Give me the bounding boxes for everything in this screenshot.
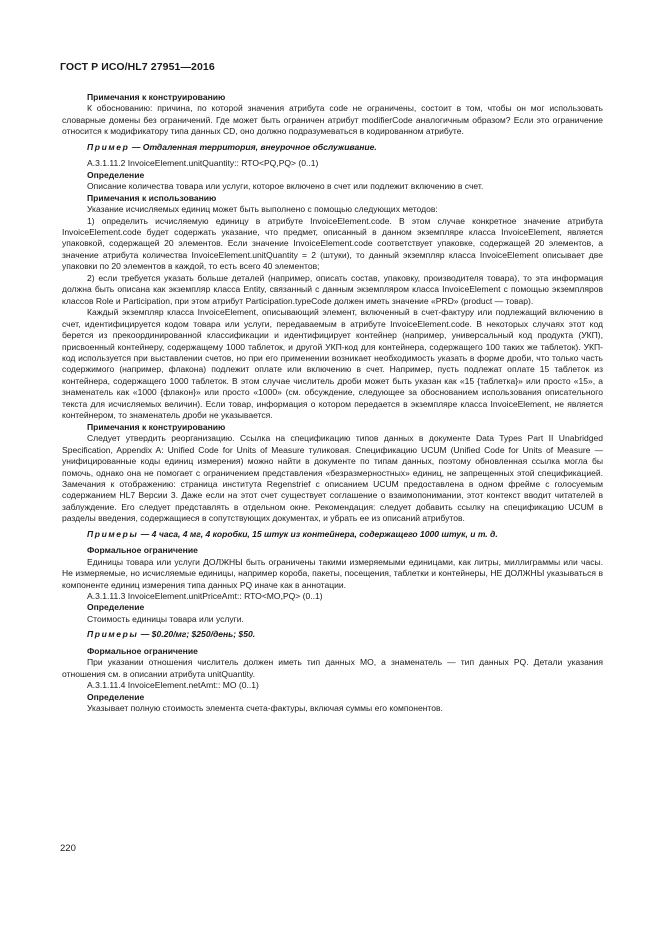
section-heading: Определение bbox=[87, 691, 145, 702]
section-heading: Определение bbox=[87, 602, 145, 613]
section-heading: Примечания к использованию bbox=[87, 192, 217, 203]
section-heading: Примечания к конструированию bbox=[87, 92, 226, 102]
body-paragraph: К обоснованию: причина, по которой значения атрибута code не ограничены, состоит в том, чтобы он мог использовать словарные домены без ограничений. Где может быть ограничен атрибут modifierCode аналогичным образом? Если это ограничение относится к модификатору типа данных CD, оно должно подразумеваться в кодированном атрибуте. bbox=[62, 103, 603, 137]
example-line bbox=[62, 142, 603, 153]
section-heading: Примечания к конструированию bbox=[87, 421, 226, 432]
section-heading: Формальное ограничение bbox=[87, 545, 198, 556]
body-paragraph: Стоимость единицы товара или услуги. bbox=[87, 613, 244, 624]
example-label: Примеры bbox=[87, 528, 139, 539]
body-paragraph: A.3.1.11.2 InvoiceElement.unitQuantity:: RTO<PQ,PQ> (0..1) bbox=[87, 158, 319, 169]
example-line bbox=[62, 629, 603, 640]
body-paragraph: 1) определить исчисляемую единицу в атрибуте InvoiceElement.code. В этом случае конкретное значение атрибута InvoiceElement.code будет содержать указание, что предмет, описанный в данном экземпляре класса InvoiceElement, является упаковкой, содержащей 20 элементов. Если значение InvoiceElement.code соответствует упаковке, содержащей 20 элементов, а значение атрибута количества InvoiceElement.unitQuantity = 2 (штуки), то данный экземпляр класса InvoiceElement описывает две упаковки по 20 элементов в каждой, то есть всего 40 элементов; bbox=[62, 215, 603, 272]
body-paragraph: 2) если требуется указать больше деталей (например, описать состав, упаковку, производителя товара), то эта информация должна быть описана как экземпляр класса Entity, связанный с данным экземпляром класса InvoiceElement с помощью экземпляров классов Role и Participation, при этом атрибут Participation.typeCode должен иметь значение «PRD» (product — товар). bbox=[62, 272, 603, 306]
body-paragraph: Следует утвердить реорганизацию. Ссылка на спецификацию типов данных в документе Data Types Part II Unabridged Specification, Appendix A: Unified Code for Units of Measure туликовая. Спецификацию UCUM (Unified Code for Units of Measure — унифицированные коды единиц измерения) можно найти в документе по типам данных, поэтому обновленная ссылка могла бы помочь, однако она не помогает с ограничением представления «безразмерностных» единиц, не запрещенных этой спецификацией. Замечания к отображению: страница института Regenstrief с описанием UCUM предоставлена в одном фрейме с голосуемым содержанием HL7 Версии 3. Даже если на этот счет существует соглашение о взаимопонимании, этот контекст вводит читателей в заблуждение. Его следует представлять в отдельном окне. Рекомендация: следует добавить ссылку на спецификацию UCUM в разделы введения, содержащиеся в сопутствующих документах, и убрать ее из описаний атрибутов. bbox=[62, 433, 603, 524]
body-paragraph: Описание количества товара или услуги, которое включено в счет или подлежит включению в счет. bbox=[87, 181, 484, 192]
page-number: 220 bbox=[60, 843, 76, 854]
example-label: Примеры bbox=[87, 629, 139, 640]
example-line bbox=[62, 529, 603, 540]
example-label: Пример bbox=[87, 141, 130, 152]
example-text: — 4 часа, 4 мг, 4 коробки, 15 штук из контейнера, содержащего 1000 штук, и т. д. bbox=[140, 528, 498, 539]
section-heading: Формальное ограничение bbox=[87, 645, 198, 656]
document-body bbox=[62, 92, 603, 715]
example-text: — Отдаленная территория, внеурочное обслуживание. bbox=[131, 141, 377, 152]
page-header-title: ГОСТ Р ИСО/HL7 27951—2016 bbox=[60, 61, 215, 73]
example-text: — $0.20/мг; $250/день; $50. bbox=[140, 629, 256, 640]
body-paragraph: A.3.1.11.4 InvoiceElement.netAmt:: MO (0..1) bbox=[87, 680, 259, 691]
body-paragraph: Единицы товара или услуги ДОЛЖНЫ быть ограничены такими измеряемыми единицами, как литры, миллиграммы или часы. Не измеряемые, но исчисляемые единицы, например короба, пакеты, посещения, таблетки и контейнеры, НЕ ДОЛЖНЫ указываться в компоненте единиц измерения типа данных PQ иначе как в аннотации. bbox=[62, 556, 603, 590]
body-paragraph: Указание исчисляемых единиц может быть выполнено с помощью следующих методов: bbox=[87, 204, 438, 215]
body-paragraph: При указании отношения числитель должен иметь тип данных MO, а знаменатель — тип данных PQ. Детали указания отношения см. в описании атрибута unitQuantity. bbox=[62, 657, 603, 679]
body-paragraph: A.3.1.11.3 InvoiceElement.unitPriceAmt:: RTO<MO,PQ> (0..1) bbox=[87, 591, 323, 602]
body-paragraph: Каждый экземпляр класса InvoiceElement, описывающий элемент, включенный в счет-фактуру или подлежащий включению в счет, идентифицируется кодом товара или услуги, передаваемым в атрибуте InvoiceElement.code. В некоторых случаях этот код берется из прекоординированной классификации и идентифицирует контейнер (например, универсальный код продукта (УКП), присвоенный контейнеру, содержащему 1000 таблеток, и другой УКП-код для контейнера, содержащего 100 таких же таблеток). УКП-код используется при выставлении счетов, но при его применении возникает необходимость указать в форме дроби, что только часть содержимого (например, флакона) подлежит оплате или включению в счет. Например, пусть подлежат оплате 15 таблеток из контейнера, содержащего 1000 таблеток. В этом случае числитель дроби может быть указан как «15 {таблетка}» или просто «15», а знаменатель как «1000 {флакон}» или просто «1000» (см. обсуждение, следующее за обоснованием использования описательного текста для исчисляемых величин). Если товар, информация о котором передается в экземпляре класса InvoiceElement, не является контейнером, то знаменатель дроби не указывается. bbox=[62, 307, 603, 421]
section-heading: Определение bbox=[87, 169, 145, 180]
body-paragraph: Указывает полную стоимость элемента счета-фактуры, включая суммы его компонентов. bbox=[87, 703, 443, 714]
